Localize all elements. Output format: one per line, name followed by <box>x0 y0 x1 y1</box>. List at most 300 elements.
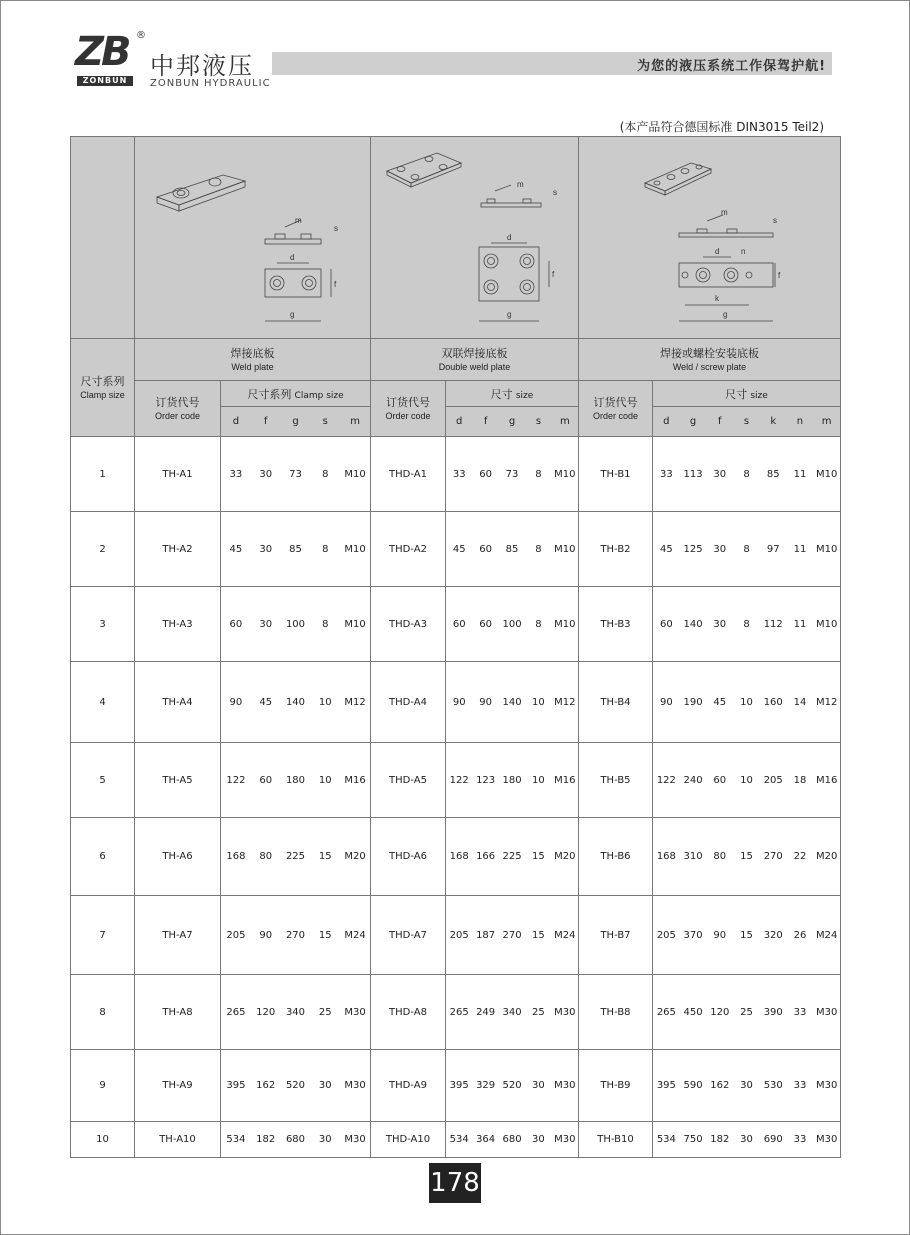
dimension-value: M20 <box>815 851 838 862</box>
order-code-cell: THD-A6 <box>371 818 446 896</box>
dimension-value: 11 <box>793 543 807 555</box>
dimension-value: 25 <box>318 1006 332 1018</box>
size-head-cn: 尺寸 <box>490 387 513 401</box>
dimension-value: M30 <box>344 1006 366 1018</box>
dimension-value: 30 <box>532 1134 545 1145</box>
dim-label-g-3: g <box>723 310 728 319</box>
dimension-value: 265 <box>226 1006 246 1018</box>
dimension-value: M10 <box>344 543 366 555</box>
dimension-value: M16 <box>554 774 576 786</box>
clamp-size-cell: 10 <box>71 1122 135 1158</box>
dim-label-f-3: f <box>778 271 781 280</box>
column-letter: s <box>743 416 750 427</box>
dimension-value: 10 <box>740 774 753 786</box>
dimension-value: 329 <box>476 1080 496 1091</box>
dimension-value: 97 <box>766 543 780 555</box>
slogan-bar <box>272 52 832 75</box>
dimension-value: 60 <box>259 774 273 786</box>
dimension-value: M10 <box>815 543 838 555</box>
dimension-value: M10 <box>344 468 366 480</box>
section-title-cn: 双联焊接底板 <box>441 346 508 360</box>
dimension-value: 395 <box>226 1080 246 1091</box>
order-code-cell: TH-B1 <box>579 437 653 512</box>
dimension-value: 45 <box>713 696 727 708</box>
columns-b <box>653 407 841 437</box>
dimension-value: 33 <box>659 468 673 480</box>
dimension-value: M24 <box>344 929 366 941</box>
clamp-size-cell: 1 <box>71 437 135 512</box>
double-weld-plate-drawing <box>371 137 579 335</box>
size-header-d <box>446 381 579 407</box>
dimension-value: 90 <box>229 696 243 708</box>
double-weld-plate-dimensions <box>446 743 579 818</box>
dimension-value: 8 <box>535 468 542 480</box>
zonbun-logo <box>75 29 137 90</box>
dimension-value: M16 <box>344 774 366 786</box>
weld-screw-plate-dimensions <box>653 743 841 818</box>
column-letter: g <box>508 416 516 427</box>
dimension-value: M20 <box>554 851 576 862</box>
dimension-value: 205 <box>226 929 246 941</box>
dimension-value: 60 <box>452 618 466 630</box>
dimension-value: 680 <box>502 1134 522 1145</box>
order-code-cell: TH-A4 <box>135 662 221 743</box>
dimension-value: 80 <box>713 851 727 862</box>
dimension-value: 125 <box>683 543 703 555</box>
dimension-value: 73 <box>505 468 519 480</box>
order-code-header-b <box>579 381 653 437</box>
dim-label-m: m <box>295 216 302 225</box>
dim-label-n-3: n <box>741 247 746 256</box>
order-code-en: Order code <box>154 410 201 421</box>
size-head-cn: 尺寸 <box>725 387 748 401</box>
weld-screw-plate-dimensions <box>653 1050 841 1122</box>
weld-plate-dimensions <box>221 437 371 512</box>
order-code-cell: TH-B8 <box>579 975 653 1050</box>
dimension-value: 122 <box>449 774 469 786</box>
dimension-value: 140 <box>683 618 703 630</box>
brand-name-en: ZONBUN HYDRAULIC <box>150 78 271 89</box>
order-code-cell: TH-A5 <box>135 743 221 818</box>
logo-band: ZONBUN <box>77 76 133 86</box>
dimension-value: 85 <box>289 543 302 555</box>
dimension-value: 225 <box>285 851 306 862</box>
dimension-value: 8 <box>743 543 750 555</box>
columns-a <box>221 407 371 437</box>
order-code-cell: THD-A10 <box>371 1122 446 1158</box>
dimension-value: 10 <box>740 696 753 708</box>
weld-plate-dimensions <box>221 1122 371 1158</box>
dimension-value: 90 <box>259 929 273 941</box>
dimension-value: 690 <box>763 1134 783 1145</box>
column-letter: k <box>770 416 777 427</box>
dim-label-d-2: d <box>507 233 512 242</box>
dimension-value: 450 <box>683 1006 703 1018</box>
dimension-value: 395 <box>656 1080 676 1091</box>
dimension-value: 370 <box>683 929 703 941</box>
dimension-value: 90 <box>659 696 673 708</box>
dimension-value: 240 <box>683 774 703 786</box>
order-code-en: Order code <box>385 410 431 421</box>
dimension-value: M20 <box>344 851 366 862</box>
section-title-double-weld-plate <box>371 339 579 381</box>
dimension-value: 122 <box>226 774 246 786</box>
clamp-size-cn: 尺寸系列 <box>80 374 125 388</box>
dimension-value: 750 <box>683 1134 703 1145</box>
dim-label-s-2: s <box>553 188 557 197</box>
dim-label-f: f <box>334 280 337 289</box>
dimension-value: 60 <box>479 468 492 480</box>
dimension-value: 85 <box>505 543 519 555</box>
dimension-value: 33 <box>793 1134 807 1145</box>
weld-plate-dimensions <box>221 587 371 662</box>
dimension-value: 205 <box>449 929 469 941</box>
dimension-value: M10 <box>554 543 576 555</box>
order-code-cell: THD-A3 <box>371 587 446 662</box>
column-letter: g <box>292 416 299 427</box>
weld-plate-dimensions <box>221 1050 371 1122</box>
table-row <box>71 896 841 975</box>
column-letter: m <box>559 416 570 427</box>
weld-screw-plate-dimensions <box>653 587 841 662</box>
dimension-value: 10 <box>318 774 332 786</box>
dimension-value: 162 <box>256 1080 276 1091</box>
dimension-value: 530 <box>763 1080 783 1091</box>
weld-screw-plate-dimensions <box>653 818 841 896</box>
dimension-value: 270 <box>285 929 306 941</box>
dimension-value: M12 <box>815 696 838 708</box>
dimension-value: 90 <box>452 696 466 708</box>
dimension-value: M30 <box>554 1006 576 1018</box>
dimension-value: 26 <box>793 929 807 941</box>
dimension-value: 22 <box>793 851 807 862</box>
dimension-value: 249 <box>476 1006 496 1018</box>
dimension-value: 30 <box>713 543 727 555</box>
slogan: 为您的液压系统工作保驾护航! <box>637 59 826 74</box>
dimension-value: 270 <box>763 851 783 862</box>
weld-plate-dimensions <box>221 896 371 975</box>
dimension-value: 166 <box>476 851 496 862</box>
section-title-cn: 焊接或螺栓安装底板 <box>660 346 759 360</box>
dimension-value: 60 <box>659 618 673 630</box>
dimension-value: 73 <box>289 468 302 480</box>
dimension-value: 182 <box>710 1134 730 1145</box>
dimension-value: 100 <box>502 618 522 630</box>
column-letter: f <box>263 416 268 427</box>
dimension-value: 265 <box>656 1006 676 1018</box>
dimension-value: 90 <box>479 696 492 708</box>
dim-label-g: g <box>290 310 295 319</box>
dimension-value: 10 <box>532 696 545 708</box>
dimension-value: 60 <box>229 618 243 630</box>
page-number: 178 <box>429 1163 481 1203</box>
double-weld-plate-dimensions <box>446 818 579 896</box>
dimension-value: 534 <box>226 1134 246 1145</box>
order-code-cell: THD-A9 <box>371 1050 446 1122</box>
order-code-cell: TH-B2 <box>579 512 653 587</box>
dimension-value: 10 <box>318 696 332 708</box>
order-code-cell: THD-A2 <box>371 512 446 587</box>
dimension-value: 30 <box>259 543 273 555</box>
dimension-value: 45 <box>659 543 673 555</box>
dimension-value: 100 <box>285 618 306 630</box>
dimension-value: 10 <box>532 774 545 786</box>
dimension-value: 11 <box>793 468 807 480</box>
dimension-value: M10 <box>554 468 576 480</box>
dimension-value: 534 <box>449 1134 469 1145</box>
dimension-value: 162 <box>710 1080 730 1091</box>
dimension-value: 85 <box>766 468 780 480</box>
dimension-value: 168 <box>656 851 676 862</box>
clamp-size-cell: 4 <box>71 662 135 743</box>
dimension-value: M10 <box>554 618 576 630</box>
column-letter: s <box>535 416 542 427</box>
dim-label-d: d <box>290 253 295 262</box>
weld-plate-dimensions <box>221 512 371 587</box>
dimension-value: 225 <box>502 851 522 862</box>
dimension-value: 30 <box>713 468 727 480</box>
double-weld-plate-diagram <box>371 137 579 339</box>
column-letter: s <box>322 416 328 427</box>
order-code-cell: THD-A4 <box>371 662 446 743</box>
table-row <box>71 437 841 512</box>
section-title-cn: 焊接底板 <box>230 346 275 360</box>
dimension-value: 520 <box>285 1080 306 1091</box>
weld-screw-plate-drawing <box>579 137 841 335</box>
clamp-size-cell: 2 <box>71 512 135 587</box>
dimension-value: 390 <box>763 1006 783 1018</box>
dim-label-d-3: d <box>715 247 720 256</box>
order-code-cell: THD-A1 <box>371 437 446 512</box>
dimension-value: 680 <box>285 1134 306 1145</box>
section-title-weld-screw-plate <box>579 339 841 381</box>
dimension-value: M24 <box>815 929 838 941</box>
dimension-value: 30 <box>713 618 727 630</box>
dimension-value: 8 <box>322 468 329 480</box>
weld-screw-plate-dimensions <box>653 896 841 975</box>
dimension-value: 15 <box>318 851 332 862</box>
dimension-value: 25 <box>532 1006 545 1018</box>
weld-screw-plate-dimensions <box>653 975 841 1050</box>
order-code-cell: TH-B10 <box>579 1122 653 1158</box>
dim-label-s-3: s <box>773 216 777 225</box>
dimension-value: 168 <box>449 851 469 862</box>
dimension-value: 30 <box>259 468 273 480</box>
size-header-b <box>653 381 841 407</box>
dimension-value: M30 <box>554 1134 576 1145</box>
weld-plate-drawing <box>135 137 371 335</box>
din-standard-note: (本产品符合德国标准 DIN3015 Teil2) <box>619 120 824 134</box>
size-head-en: Clamp size <box>294 390 344 401</box>
dimension-value: 60 <box>479 618 492 630</box>
logo-mark: ZB <box>75 29 129 75</box>
double-weld-plate-dimensions <box>446 896 579 975</box>
dimension-value: 30 <box>318 1134 332 1145</box>
dimension-value: 182 <box>256 1134 276 1145</box>
order-code-cell: TH-A7 <box>135 896 221 975</box>
dimension-value: 265 <box>449 1006 469 1018</box>
dim-label-k-3: k <box>715 294 719 303</box>
section-title-en: Weld plate <box>231 361 274 372</box>
dimension-value: 8 <box>743 618 750 630</box>
dimension-value: M16 <box>815 774 838 786</box>
dimension-value: M12 <box>554 696 576 708</box>
dimension-value: 15 <box>740 929 753 941</box>
dimension-value: 113 <box>683 468 703 480</box>
column-letter: f <box>483 416 488 427</box>
diagram-row <box>71 137 841 339</box>
column-letter: f <box>718 416 722 427</box>
spec-table <box>70 136 841 1158</box>
dim-label-m-3: m <box>721 208 728 217</box>
dimension-value: 340 <box>285 1006 306 1018</box>
dimension-value: 160 <box>763 696 783 708</box>
dimension-value: 123 <box>476 774 496 786</box>
order-code-header-d <box>371 381 446 437</box>
size-header-a <box>221 381 371 407</box>
dimension-value: 8 <box>743 468 750 480</box>
dimension-value: 25 <box>740 1006 753 1018</box>
weld-plate-dimensions <box>221 818 371 896</box>
brand-name-cn: 中邦液压 <box>150 52 254 80</box>
table-row <box>71 1050 841 1122</box>
dimension-value: M30 <box>344 1080 366 1091</box>
order-code-cn: 订货代号 <box>593 395 638 409</box>
dimension-value: 190 <box>683 696 703 708</box>
dimension-value: 310 <box>683 851 703 862</box>
table-row <box>71 818 841 896</box>
registered-mark: ® <box>136 30 146 41</box>
clamp-size-cell: 3 <box>71 587 135 662</box>
order-code-header-a <box>135 381 221 437</box>
clamp-size-header <box>71 339 135 437</box>
dimension-value: 33 <box>452 468 466 480</box>
dimension-value: 15 <box>740 851 753 862</box>
column-letter: d <box>456 416 463 427</box>
dimension-value: 187 <box>476 929 496 941</box>
dimension-value: 18 <box>793 774 807 786</box>
order-code-cell: TH-A8 <box>135 975 221 1050</box>
order-code-cell: TH-B9 <box>579 1050 653 1122</box>
dimension-value: 11 <box>793 618 807 630</box>
order-code-cell: THD-A8 <box>371 975 446 1050</box>
order-code-cn: 订货代号 <box>386 395 430 409</box>
dim-label-g-2: g <box>507 310 512 319</box>
dimension-value: M30 <box>815 1134 838 1145</box>
table-row <box>71 743 841 818</box>
columns-d <box>446 407 579 437</box>
dimension-value: M10 <box>815 618 838 630</box>
column-letter: m <box>821 416 832 427</box>
double-weld-plate-dimensions <box>446 1050 579 1122</box>
double-weld-plate-dimensions <box>446 587 579 662</box>
section-title-weld-plate <box>135 339 371 381</box>
dimension-value: 30 <box>740 1080 753 1091</box>
double-weld-plate-dimensions <box>446 512 579 587</box>
dimension-value: 30 <box>740 1134 753 1145</box>
weld-plate-dimensions <box>221 975 371 1050</box>
dimension-value: 8 <box>322 618 329 630</box>
dimension-value: 320 <box>763 929 783 941</box>
dimension-value: 45 <box>452 543 466 555</box>
double-weld-plate-dimensions <box>446 437 579 512</box>
clamp-size-cell: 5 <box>71 743 135 818</box>
dimension-value: 14 <box>793 696 807 708</box>
double-weld-plate-dimensions <box>446 1122 579 1158</box>
order-code-cell: TH-A9 <box>135 1050 221 1122</box>
dimension-value: 270 <box>502 929 522 941</box>
order-code-cell: TH-B6 <box>579 818 653 896</box>
dimension-value: 45 <box>229 543 243 555</box>
double-weld-plate-dimensions <box>446 975 579 1050</box>
dimension-value: 8 <box>535 618 542 630</box>
section-title-row <box>71 339 841 381</box>
size-head-en: size <box>515 390 534 401</box>
order-code-cell: TH-A2 <box>135 512 221 587</box>
table-row <box>71 975 841 1050</box>
dim-label-s: s <box>334 224 338 233</box>
dimension-value: M30 <box>344 1134 366 1145</box>
dimension-value: M10 <box>344 618 366 630</box>
dimension-value: 33 <box>229 468 243 480</box>
dimension-value: 112 <box>763 618 783 630</box>
clamp-size-cell: 8 <box>71 975 135 1050</box>
order-code-cell: TH-B5 <box>579 743 653 818</box>
double-weld-plate-dimensions <box>446 662 579 743</box>
order-code-cell: TH-B4 <box>579 662 653 743</box>
column-letter: n <box>796 416 804 427</box>
dimension-value: 120 <box>256 1006 276 1018</box>
order-code-cell: TH-A6 <box>135 818 221 896</box>
weld-screw-plate-dimensions <box>653 437 841 512</box>
weld-screw-plate-dimensions <box>653 662 841 743</box>
dim-label-f-2: f <box>552 270 555 279</box>
dimension-value: 33 <box>793 1080 807 1091</box>
dimension-value: 15 <box>532 851 545 862</box>
weld-screw-plate-diagram <box>579 137 841 339</box>
table-row <box>71 1122 841 1158</box>
section-title-en: Double weld plate <box>438 361 511 372</box>
clamp-size-cell: 9 <box>71 1050 135 1122</box>
clamp-size-cell: 6 <box>71 818 135 896</box>
dimension-value: 120 <box>710 1006 730 1018</box>
section-title-en: Weld / screw plate <box>672 361 747 372</box>
order-code-cn: 订货代号 <box>155 395 200 409</box>
dimension-value: 140 <box>502 696 522 708</box>
dimension-value: 30 <box>259 618 273 630</box>
dimension-value: 90 <box>713 929 727 941</box>
weld-plate-diagram <box>135 137 371 339</box>
dim-label-m-2: m <box>517 180 524 189</box>
dimension-value: 205 <box>763 774 783 786</box>
order-code-cell: TH-B7 <box>579 896 653 975</box>
dimension-value: M30 <box>815 1080 838 1091</box>
diagram-corner <box>71 137 135 339</box>
dimension-value: 520 <box>502 1080 522 1091</box>
table-row <box>71 587 841 662</box>
dimension-value: 60 <box>713 774 727 786</box>
dimension-value: 395 <box>449 1080 469 1091</box>
weld-plate-dimensions <box>221 743 371 818</box>
clamp-size-en: Clamp size <box>80 389 125 400</box>
dimension-value: 122 <box>656 774 676 786</box>
size-head-cn: 尺寸系列 <box>247 387 292 401</box>
order-code-cell: TH-A1 <box>135 437 221 512</box>
dimension-value: 168 <box>226 851 246 862</box>
order-code-en: Order code <box>592 410 639 421</box>
column-letter: m <box>350 416 360 427</box>
dimension-value: 33 <box>793 1006 807 1018</box>
